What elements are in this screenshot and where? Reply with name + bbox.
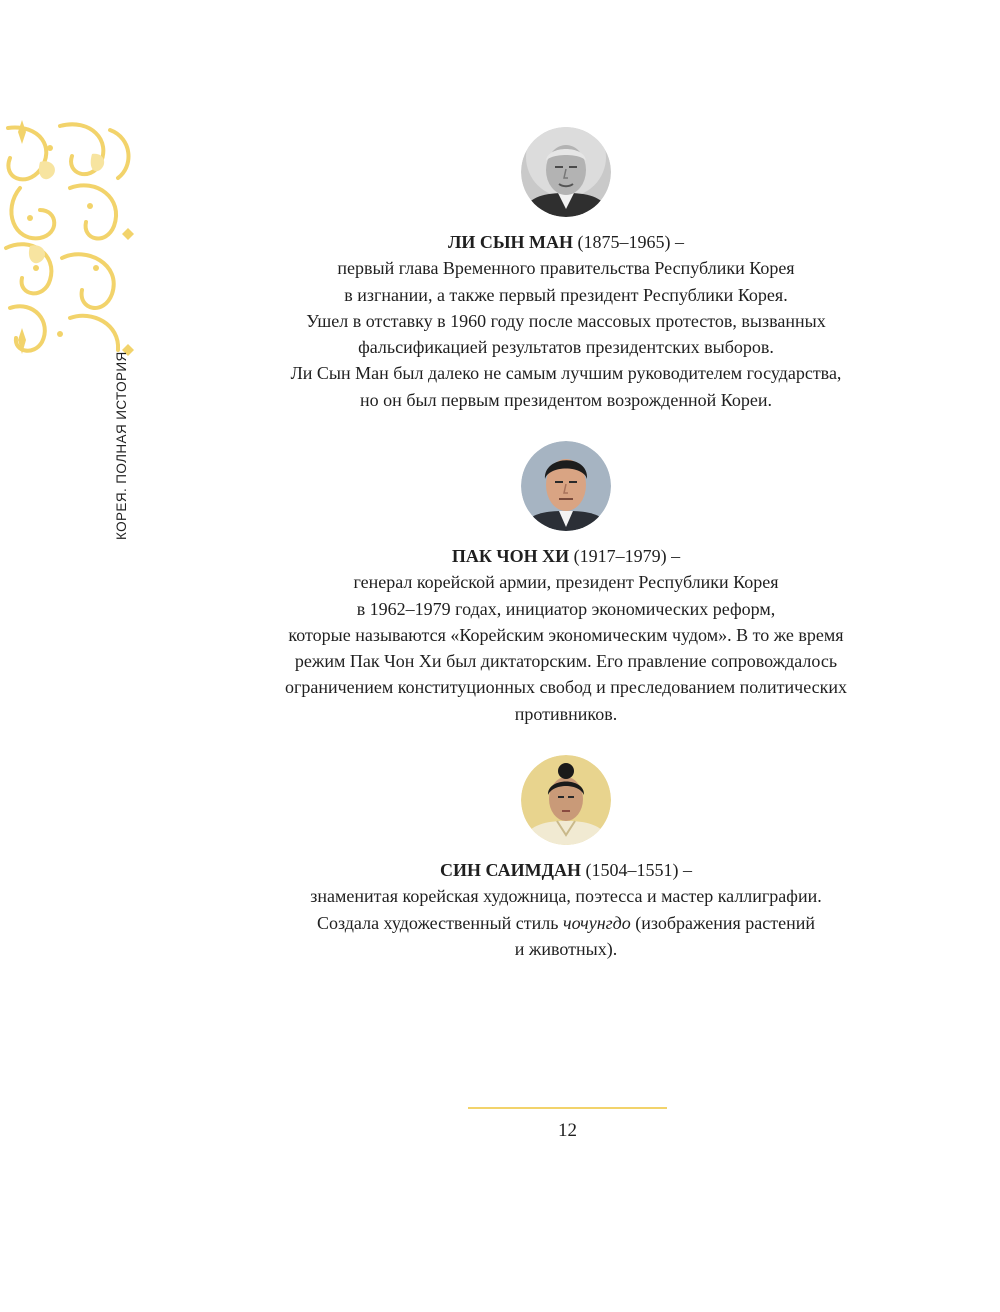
description-line: первый глава Временного правительства Республики Корея [337,258,795,279]
description-line: Ушел в отставку в 1960 году после массовых протестов, вызванных [306,310,826,331]
description-line: Ли Сын Ман был далеко не самым лучшим руководителем государства, [290,363,842,384]
description-text: (изображения растений [630,912,816,933]
description-line: и животных). [514,938,618,959]
description-text: Создала художественный стиль [316,912,563,933]
ornament-decoration [0,118,140,358]
portrait-sin-saimdang [521,755,611,845]
description-line: фальсификацией результатов президентских выборов. [358,337,774,358]
biography-entry [230,441,902,727]
description-line: в изгнании, а также первый президент Республики Корея. [344,284,788,305]
description-line: противников. [514,703,618,724]
description-line: в 1962–1979 годах, инициатор экономических реформ, [356,598,776,619]
page-number: 12 [558,1120,577,1141]
description-line: знаменитая корейская художница, поэтесса и мастер каллиграфии. [310,886,822,907]
person-name: СИН САИМДАН [440,860,581,880]
person-dates: (1875–1965) – [573,232,685,252]
biography-entry [230,127,902,413]
portrait-syngman-rhee [521,127,611,217]
running-head: КОРЕЯ. ПОЛНАЯ ИСТОРИЯ [114,351,129,540]
folio-rule [468,1107,667,1109]
description-line: генерал корейской армии, президент Республики Корея [353,572,779,593]
description-line [230,910,902,936]
person-dates: (1917–1979) – [569,546,681,566]
biography-entry [230,755,902,962]
description-line: которые называются «Корейским экономическим чудом». В то же время [288,624,844,645]
style-term: чочунгдо [563,912,631,933]
description-line: но он был первым президентом возрожденной Кореи. [360,389,772,410]
description-line: ограничением конституционных свобод и преследованием политических [284,677,848,698]
person-name: ЛИ СЫН МАН [447,232,574,252]
portrait-park-chung-hee [521,441,611,531]
person-dates: (1504–1551) – [580,860,692,880]
description-line: режим Пак Чон Хи был диктаторским. Его правление сопровождалось [294,651,838,672]
person-name: ПАК ЧОН ХИ [451,546,570,566]
